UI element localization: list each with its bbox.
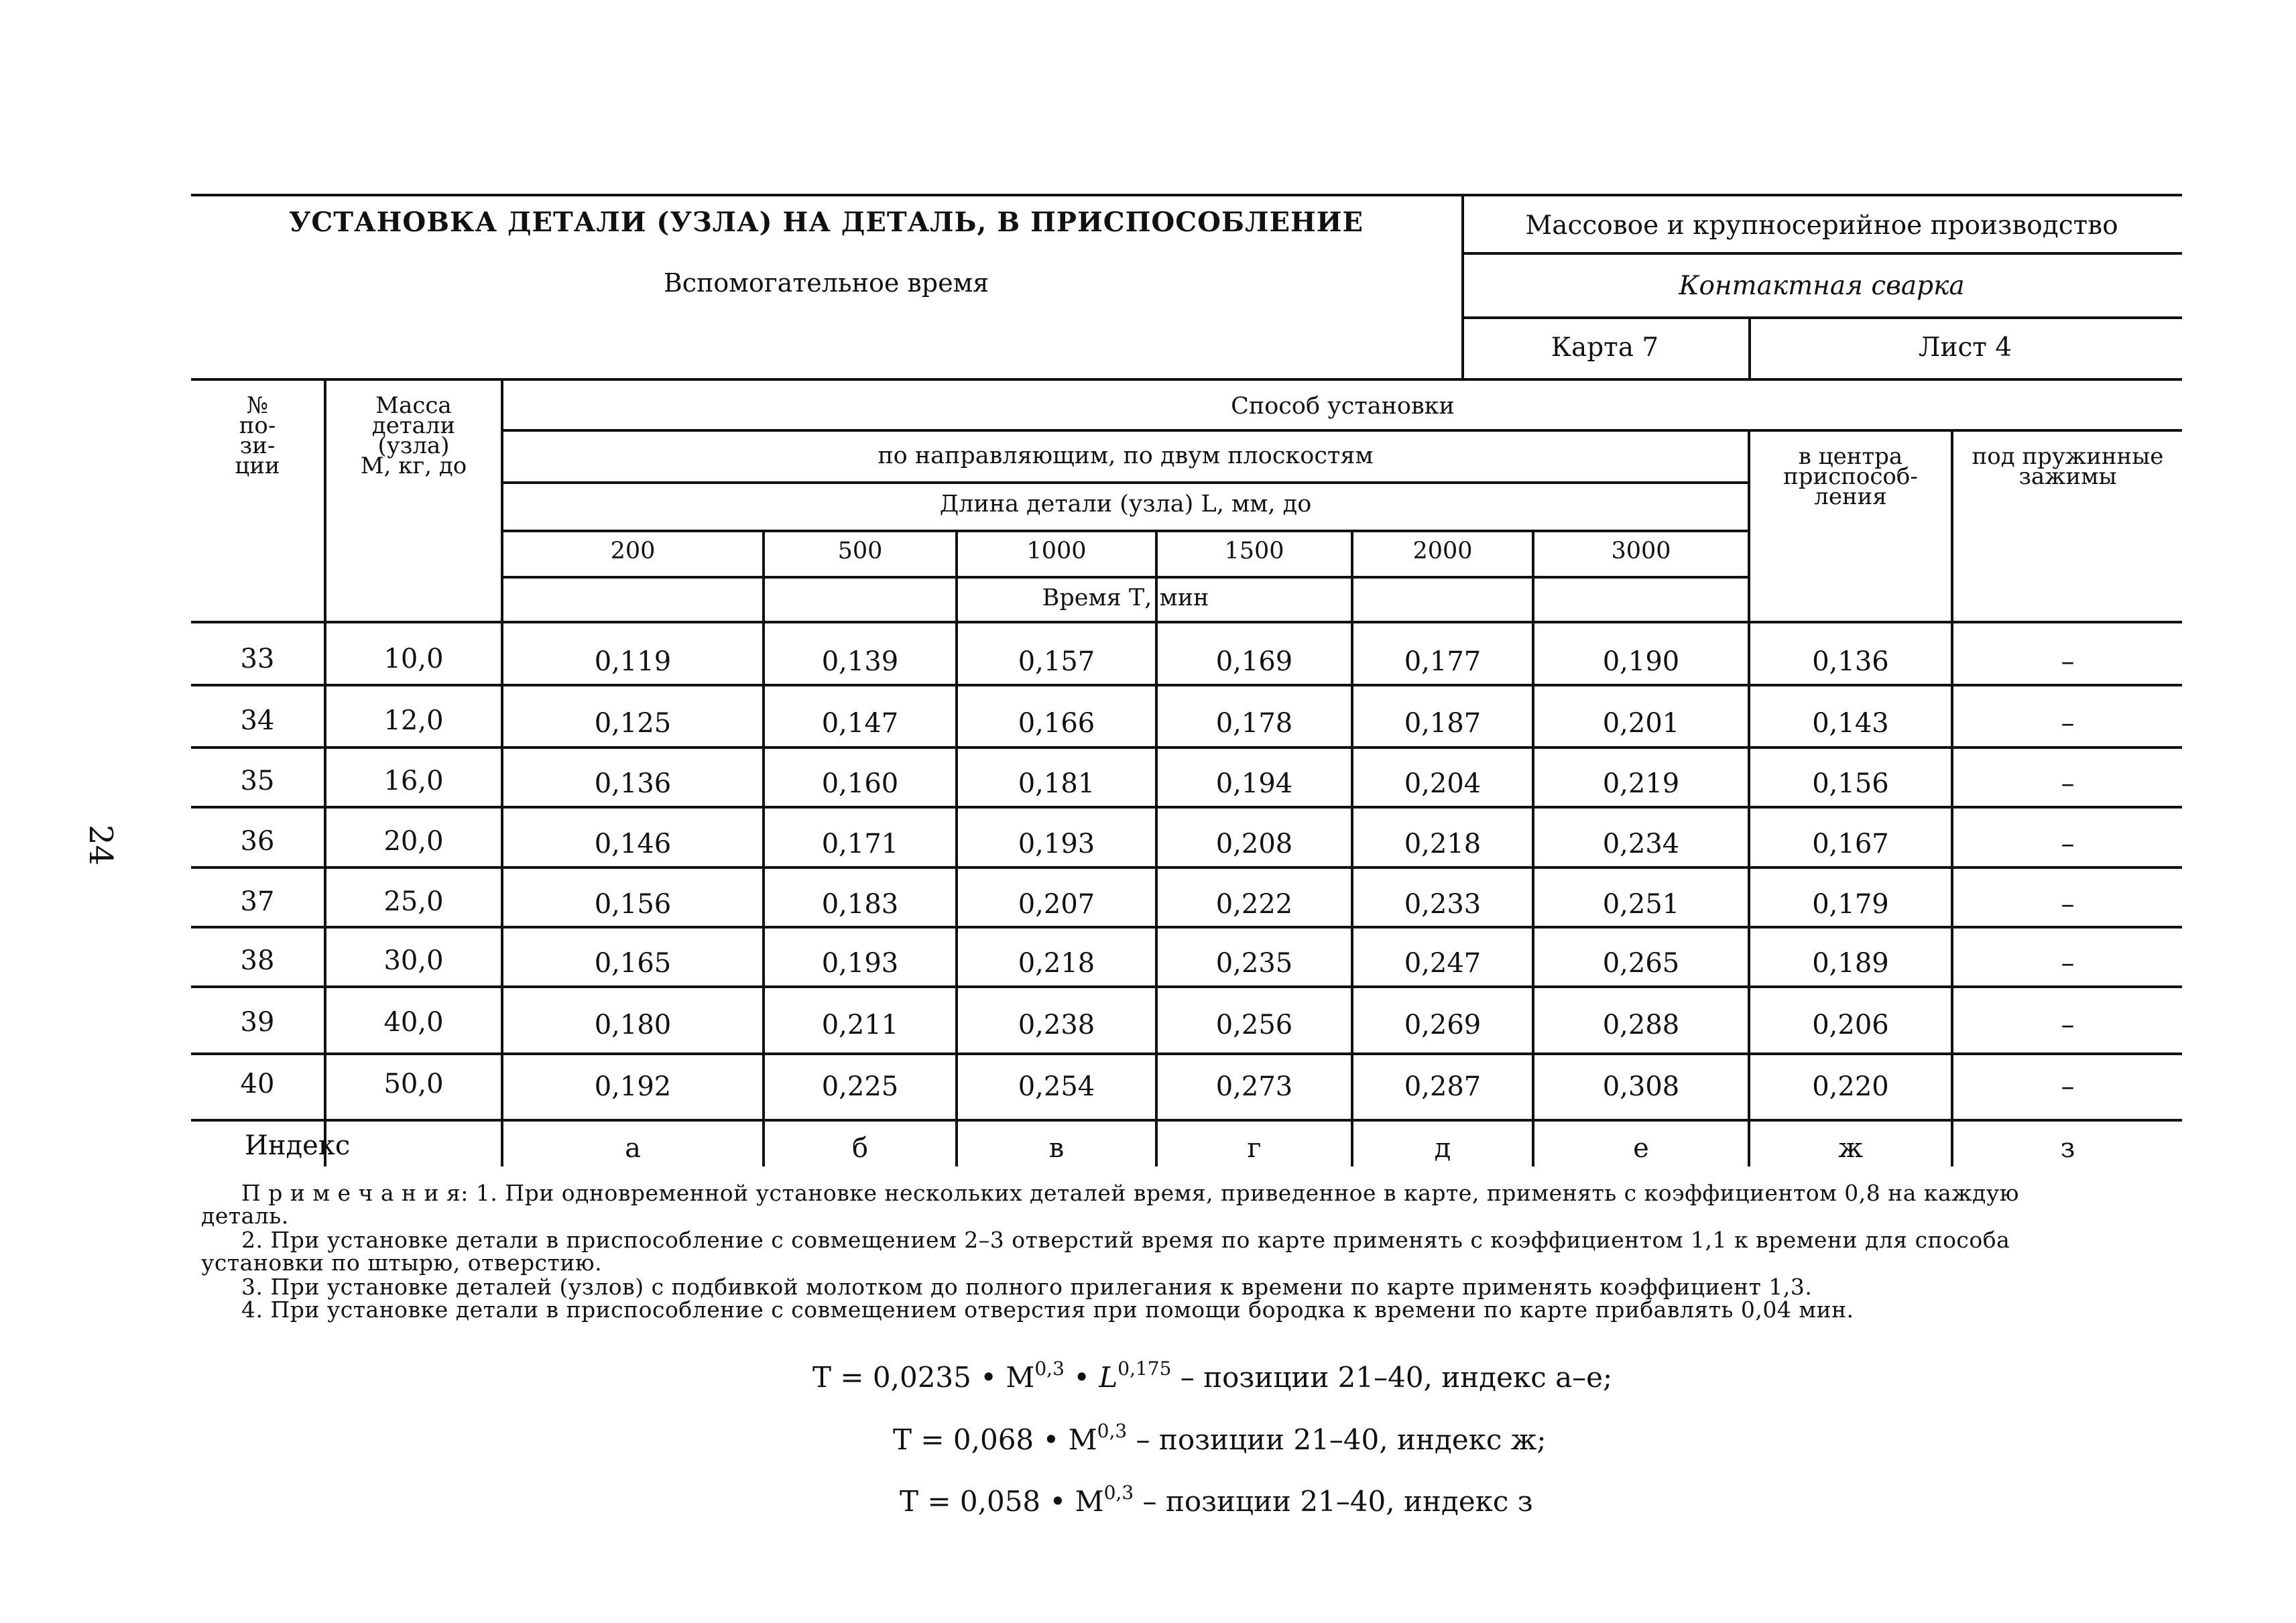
- time-value: 0,308: [1602, 1071, 1680, 1102]
- index-value: в: [1048, 1133, 1065, 1164]
- mass-value: 10,0: [383, 644, 444, 674]
- time-value: 0,265: [1602, 948, 1680, 979]
- position-number: 38: [240, 945, 275, 976]
- index-value: е: [1633, 1133, 1649, 1164]
- length-rule: [503, 530, 1750, 532]
- header-rule-1: [1461, 252, 2182, 255]
- note-4: 4. При установке детали в приспособление с совмещением отверстия при помощи бородка к времени по карте прибавлять 0,04 мин.: [241, 1297, 1854, 1323]
- index-value: ж: [1838, 1133, 1863, 1164]
- mass-header: Масса детали (узла) М, кг, до: [360, 392, 467, 479]
- time-value: 0,167: [1812, 829, 1889, 859]
- note-1: П р и м е ч а н и я: 1. При одновременной установке нескольких деталей время, приведенное в карте, применять с коэффициентом 0,8 на каждую: [241, 1180, 2020, 1206]
- time-value: –: [2061, 708, 2075, 739]
- time-value: 0,234: [1602, 829, 1680, 859]
- time-value: 0,193: [1018, 829, 1095, 859]
- index-value: з: [2060, 1133, 2075, 1164]
- index-label: Индекс: [245, 1130, 351, 1161]
- time-header: Время Т, мин: [1042, 585, 1209, 611]
- method-header: Способ установки: [1231, 393, 1455, 420]
- time-value: 0,139: [821, 646, 899, 677]
- time-value: 0,218: [1018, 948, 1095, 979]
- time-value: 0,166: [1018, 708, 1095, 739]
- length-header: Длина детали (узла) L, мм, до: [939, 491, 1312, 518]
- formula-3: Т = 0,058 • М$^{0,3}$ – позиции 21–40, индекс з: [900, 1482, 1533, 1515]
- note-2-cont: установки по штырю, отверстию.: [201, 1250, 603, 1276]
- time-value: 0,207: [1018, 889, 1095, 920]
- time-value: 0,157: [1018, 646, 1095, 677]
- time-value: 0,193: [821, 948, 899, 979]
- time-value: 0,194: [1215, 768, 1293, 799]
- mass-value: 25,0: [383, 886, 444, 917]
- index-value: г: [1247, 1133, 1262, 1164]
- position-number: 35: [240, 766, 275, 796]
- time-value: 0,183: [821, 889, 899, 920]
- card-number: Карта 7: [1551, 333, 1659, 363]
- formula-1: Т = 0,0235 • М$^{0,3}$ • L$^{0,175}$ – позиции 21–40, индекс а–е;: [812, 1358, 1613, 1394]
- time-value: 0,180: [594, 1010, 672, 1040]
- time-value: 0,119: [594, 646, 672, 677]
- mass-value: 16,0: [383, 766, 444, 796]
- time-value: 0,222: [1215, 889, 1293, 920]
- time-value: 0,287: [1404, 1071, 1482, 1102]
- time-value: 0,190: [1602, 646, 1680, 677]
- time-value: –: [2061, 948, 2075, 979]
- time-value: 0,146: [594, 829, 672, 859]
- position-number: 39: [240, 1007, 275, 1038]
- time-value: 0,251: [1602, 889, 1680, 920]
- length-200: 200: [610, 538, 656, 564]
- document-subtitle: Вспомогательное время: [663, 268, 989, 298]
- position-number: 36: [240, 826, 275, 857]
- position-number: 37: [240, 886, 275, 917]
- time-value: 0,136: [594, 768, 672, 799]
- length-3000: 3000: [1611, 538, 1671, 564]
- header-rule-2: [1461, 316, 2182, 319]
- time-value: 0,189: [1812, 948, 1889, 979]
- mass-value: 12,0: [383, 705, 444, 736]
- index-value: б: [851, 1133, 869, 1164]
- time-value: 0,233: [1404, 889, 1482, 920]
- time-value: 0,238: [1018, 1010, 1095, 1040]
- index-value: а: [625, 1133, 641, 1164]
- formula-2: Т = 0,068 • М$^{0,3}$ – позиции 21–40, индекс ж;: [893, 1420, 1547, 1456]
- time-value: 0,147: [821, 708, 899, 739]
- time-value: 0,125: [594, 708, 672, 739]
- position-number: 33: [240, 644, 275, 674]
- header-top-rule: [191, 194, 2182, 196]
- time-value: 0,160: [821, 768, 899, 799]
- mass-value: 40,0: [383, 1007, 444, 1038]
- time-value: 0,219: [1602, 768, 1680, 799]
- note-1-cont: деталь.: [201, 1203, 289, 1229]
- time-value: 0,247: [1404, 948, 1482, 979]
- time-value: 0,211: [821, 1010, 899, 1040]
- time-value: 0,218: [1404, 829, 1482, 859]
- process-type: Контактная сварка: [1679, 271, 1965, 301]
- time-value: 0,192: [594, 1071, 672, 1102]
- time-value: 0,254: [1018, 1071, 1095, 1102]
- time-value: –: [2061, 889, 2075, 920]
- time-value: 0,177: [1404, 646, 1482, 677]
- time-value: 0,269: [1404, 1010, 1482, 1040]
- spring-clamps-header: под пружинные зажимы: [1972, 443, 2164, 490]
- time-value: –: [2061, 1071, 2075, 1102]
- time-value: 0,156: [1812, 768, 1889, 799]
- method-rule: [503, 429, 2182, 432]
- table-top-rule: [191, 378, 2182, 381]
- row-rule: [191, 684, 2182, 686]
- time-value: 0,225: [821, 1071, 899, 1102]
- length-2000: 2000: [1412, 538, 1473, 564]
- row-rule: [191, 866, 2182, 869]
- time-value: 0,220: [1812, 1071, 1889, 1102]
- in-center-header: в центра приспособ- ления: [1783, 443, 1918, 510]
- time-value: 0,156: [594, 889, 672, 920]
- pos-number-header: № по- зи- ции: [235, 392, 280, 479]
- time-value: 0,136: [1812, 646, 1889, 677]
- time-value: 0,169: [1215, 646, 1293, 677]
- header-bottom-rule: [191, 621, 2182, 623]
- time-value: –: [2061, 768, 2075, 799]
- time-value: 0,288: [1602, 1010, 1680, 1040]
- time-value: 0,273: [1215, 1071, 1293, 1102]
- guides-rule: [503, 481, 1750, 484]
- production-type: Массовое и крупносерийное производство: [1525, 211, 2118, 241]
- row-rule: [191, 926, 2182, 928]
- length-500: 500: [837, 538, 883, 564]
- time-value: 0,179: [1812, 889, 1889, 920]
- time-value: 0,171: [821, 829, 899, 859]
- time-value: 0,235: [1215, 948, 1293, 979]
- row-rule: [191, 1119, 2182, 1122]
- time-value: 0,187: [1404, 708, 1482, 739]
- page-number: 24: [82, 825, 119, 866]
- guides-header: по направляющим, по двум плоскостям: [878, 442, 1374, 469]
- index-value: д: [1434, 1133, 1451, 1164]
- time-value: 0,165: [594, 948, 672, 979]
- note-3: 3. При установке деталей (узлов) с подбивкой молотком до полного прилегания к времени по карте применять коэффициент 1,3.: [241, 1274, 1813, 1300]
- row-rule: [191, 806, 2182, 808]
- mass-value: 30,0: [383, 945, 444, 976]
- sheet-number: Лист 4: [1918, 333, 2012, 363]
- lengths-rule: [503, 576, 1750, 579]
- time-value: 0,208: [1215, 829, 1293, 859]
- time-value: 0,204: [1404, 768, 1482, 799]
- position-number: 34: [240, 705, 275, 736]
- time-value: –: [2061, 646, 2075, 677]
- document-title: УСТАНОВКА ДЕТАЛИ (УЗЛА) НА ДЕТАЛЬ, В ПРИСПОСОБЛЕНИЕ: [288, 206, 1364, 238]
- length-1000: 1000: [1026, 538, 1087, 564]
- row-rule: [191, 1053, 2182, 1055]
- mass-value: 50,0: [383, 1069, 444, 1099]
- time-value: 0,201: [1602, 708, 1680, 739]
- time-value: 0,206: [1812, 1010, 1889, 1040]
- row-rule: [191, 746, 2182, 749]
- note-2: 2. При установке детали в приспособление с совмещением 2–3 отверстий время по карте применять с коэффициентом 1,1 к времени для способа: [241, 1227, 2010, 1253]
- time-value: –: [2061, 829, 2075, 859]
- length-1500: 1500: [1224, 538, 1284, 564]
- mass-value: 20,0: [383, 826, 444, 857]
- time-value: 0,178: [1215, 708, 1293, 739]
- time-value: 0,181: [1018, 768, 1095, 799]
- time-value: –: [2061, 1010, 2075, 1040]
- time-value: 0,143: [1812, 708, 1889, 739]
- row-rule: [191, 985, 2182, 988]
- position-number: 40: [240, 1069, 275, 1099]
- time-value: 0,256: [1215, 1010, 1293, 1040]
